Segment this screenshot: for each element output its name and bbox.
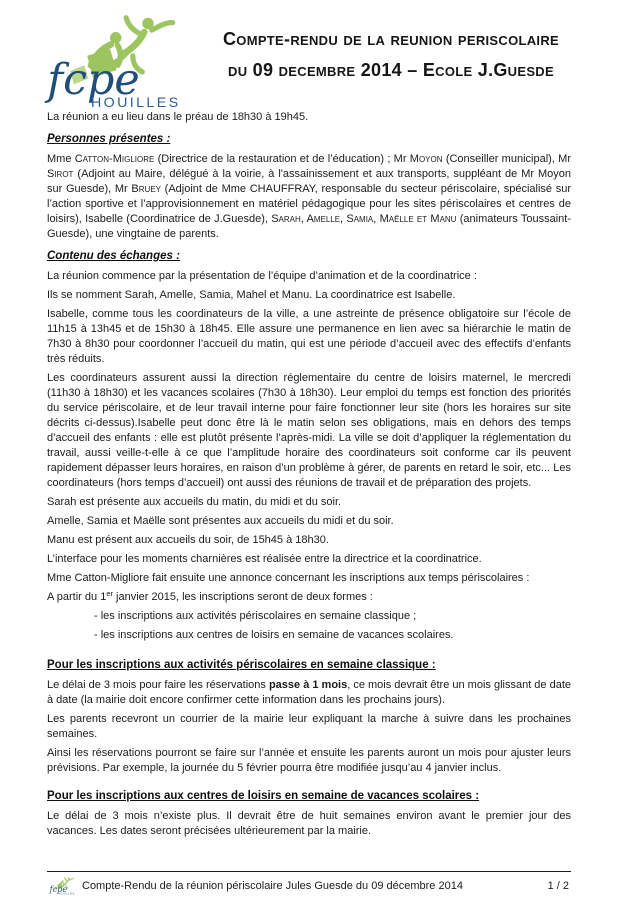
footer-title: Compte-Rendu de la réunion périscolaire Jules Guesde du 09 décembre 2014 bbox=[82, 879, 463, 892]
footer-page-number: 1 / 2 bbox=[547, 880, 569, 892]
presentation-paragraph: La réunion commence par la présentation de l’équipe d’animation et de la coordinatrice : bbox=[47, 270, 477, 282]
document-title bbox=[190, 0, 618, 106]
formes-paragraph: A partir du 1er janvier 2015, les inscriptions seront de deux formes : bbox=[47, 589, 373, 603]
intro-paragraph: La réunion a eu lieu dans le préau de 18h30 à 19h45. bbox=[47, 111, 309, 123]
delai-vacances-paragraph: Le délai de 3 mois n’existe plus. Il devrait être de huit semaines environ avant le premier jour des vacances. Les dates seront précisées ultérieurement par la mairie. bbox=[47, 810, 571, 837]
noms-paragraph: Ils se nomment Sarah, Amelle, Samia, Mahel et Manu. La coordinatrice est Isabelle. bbox=[47, 289, 456, 301]
sarah-paragraph: Sarah est présente aux accueils du matin, du midi et du soir. bbox=[47, 496, 342, 508]
amelle-paragraph: Amelle, Samia et Maëlle sont présentes aux accueils du midi et du soir. bbox=[47, 515, 394, 527]
title-line-1: Compte-rendu de la reunion periscolaire bbox=[223, 29, 559, 49]
manu-paragraph: Manu est présent aux accueils du soir, de 15h45 à 18h30. bbox=[47, 534, 329, 546]
personnes-presentes-paragraph: Mme Catton-Migliore (Directrice de la restauration et de l’éducation) ; Mr Moyon (Conseiller municipal), Mr Sirot (Adjoint au Maire, délégué à la voirie, à l'assainissement et aux transports, suppléant de Mr Moyon sur Guesde), Mr Bruey (Adjoint de Mme CHAUFFRAY, responsable du secteur périscolaire, spécialisé sur l’action sportive et l’approvisionnement en matériel pédagogique pour les sites périscolaires et centres de loisirs), Isabelle (Coordinatrice de J.Guesde), Sarah, Amelle, Samia, Maëlle et Manu (animateurs Toussaint-Guesde), une vingtaine de parents. bbox=[47, 153, 572, 240]
heading-contenu-echanges: Contenu des échanges : bbox=[47, 250, 180, 262]
bullet-activites: - les inscriptions aux activités périscolaires en semaine classique ; bbox=[94, 610, 417, 622]
document-body bbox=[0, 106, 618, 839]
interface-paragraph: L’interface pour les moments charnières est réalisée entre la directrice et la coordinatrice. bbox=[47, 553, 482, 565]
document-header bbox=[0, 0, 618, 106]
fcpe-logo bbox=[0, 0, 190, 106]
heading-inscriptions-vacances: Pour les inscriptions aux centres de loisirs en semaine de vacances scolaires : bbox=[47, 790, 480, 802]
heading-inscriptions-classique: Pour les inscriptions aux activités périscolaires en semaine classique : bbox=[47, 659, 436, 671]
fcpe-logo-mini bbox=[47, 877, 76, 895]
ajuster-paragraph: Ainsi les réservations pourront se faire sur l’année et ensuite les parents auront un mois pour ajuster leurs prévisions. Par exemple, la journée du 5 février pourra être modifiée jusqu’au 4 janvier inclus. bbox=[47, 747, 571, 774]
isabelle-paragraph: Isabelle, comme tous les coordinateurs de la ville, a une astreinte de présence obligatoire sur l’école de 11h15 à 13h45 et de 15h30 à 18h45. Elle assure une permanence en lien avec sa hiérarchie le matin de 7h30 à 8h30 pour coordonner l’accueil du matin, qui est une période d’accueil avec des effectifs d’enfants très réduits. bbox=[47, 308, 571, 365]
delai-classique-paragraph: Le délai de 3 mois pour faire les réservations passe à 1 mois, ce mois devrait être un mois glissant de date à date (la mairie doit encore confirmer cette information dans les prochains jours). bbox=[47, 679, 572, 706]
document-footer bbox=[47, 871, 571, 895]
bullet-centres: - les inscriptions aux centres de loisirs en semaine de vacances scolaires. bbox=[94, 629, 454, 641]
heading-personnes-presentes: Personnes présentes : bbox=[47, 133, 171, 145]
annonce-paragraph: Mme Catton-Migliore fait ensuite une annonce concernant les inscriptions aux temps périscolaires : bbox=[47, 572, 530, 584]
coordinateurs-paragraph: Les coordinateurs assurent aussi la direction réglementaire du centre de loisirs maternel, le mercredi (11h30 à 18h30) et les vacances scolaires (7h30 à 18h30). Leur emploi du temps est fonction des priorités du service périscolaire, et de leur travail interne pour faire fonctionner leur site (hors les horaires sur site décrits ci-dessus).Isabelle peut donc être là le matin selon ses obligations, mais en dehors des temps d’accueil des enfants : elle est plutôt présente l’après-midi. La ville se doit d’appliquer la réglementation du travail, aussi veille-t-elle à ce que l’amplitude horaire des coordinateurs soit conforme car ils peuvent rapidement dépasser leurs horaires, en raison d’un problème à gérer, de parents en retard le soir, etc... Les coordinateurs (hors temps d’accueil) ont aussi des réunions de travail et de préparation des projets. bbox=[47, 372, 571, 489]
courrier-paragraph: Les parents recevront un courrier de la mairie leur expliquant la marche à suivre dans les prochaines semaines. bbox=[47, 713, 571, 740]
title-line-2: du 09 decembre 2014 – Ecole J.Guesde bbox=[228, 60, 554, 80]
